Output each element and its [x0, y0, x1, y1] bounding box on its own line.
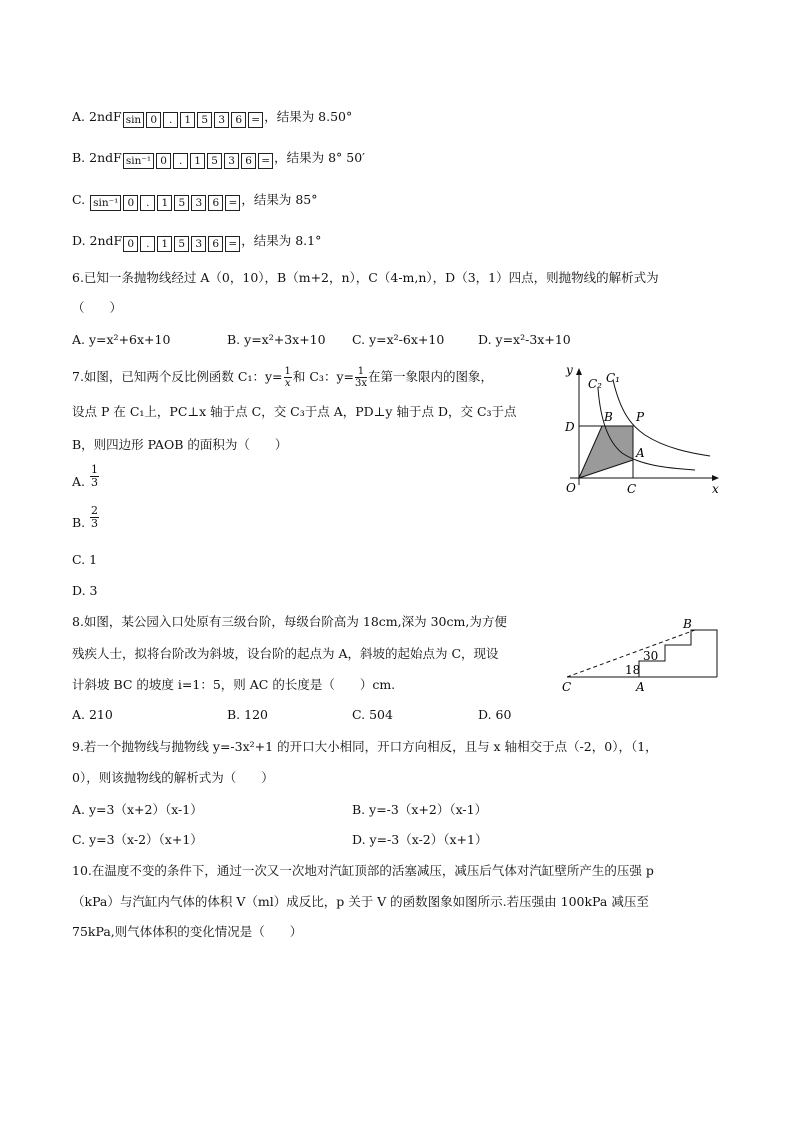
q8-stem-line2: 残疾人士，拟将台阶改为斜坡，设台阶的起点为 A，斜坡的起始点为 C，现设 [72, 646, 499, 661]
q5-option-b: B. 2ndF sin⁻¹ 0 . 1 5 3 6 = ，结果为 8° 50′ [72, 150, 366, 167]
calculator-key: = [225, 236, 240, 252]
q5-option-d: D. 2ndF 0 . 1 5 3 6 = ，结果为 8.1° [72, 233, 322, 250]
q5-a-keys [122, 109, 265, 124]
q5-option-c: C. sin⁻¹ 0 . 1 5 3 6 = ，结果为 85° [72, 192, 318, 209]
q7-label-o: O [566, 481, 576, 495]
calculator-key: 0 [146, 112, 161, 128]
q10-stem-line2: （kPa）与汽缸内气体的体积 V（ml）成反比，p 关于 V 的函数图象如图所示.若压强由 100kPa 减压至 [72, 894, 649, 909]
calculator-key: 5 [174, 195, 189, 211]
q7-option-a-frac: $\frac{1}{3}$ [91, 463, 98, 489]
q8-stem-line1: 8.如图，某公园入口处原有三级台阶，每级台阶高为 18cm,深为 30cm,为方便 [72, 614, 507, 629]
calculator-key: 6 [241, 153, 256, 169]
q6-option-c: C. y=x²-6x+10 [352, 332, 445, 347]
q7-figure [550, 360, 730, 500]
q8-figure [555, 616, 725, 698]
q7-option-b-letter: B. [72, 515, 86, 530]
q5-a-prefix: 2ndF [89, 109, 122, 124]
q5-d-keys [122, 233, 241, 248]
q5-d-prefix: 2ndF [89, 233, 123, 248]
calculator-key: 1 [157, 236, 172, 252]
calculator-key: = [248, 112, 263, 128]
q7-option-a-letter: A. [72, 474, 86, 489]
q7-stem-line1: 7.如图，已知两个反比例函数 C₁：y= $\frac{1}{x}$ 和 C₃：y= $\frac{1}{3x}$ 在第一象限内的图象， [72, 366, 494, 389]
calculator-key: . [173, 153, 188, 169]
q7-frac-c3: $\frac{1}{3x}$ [354, 366, 367, 389]
q8-label-c: C [562, 680, 572, 694]
q7-stem-line3: B，则四边形 PAOB 的面积为（ ） [72, 437, 288, 452]
q7-frac-c1: $\frac{1}{x}$ [284, 366, 291, 389]
q9-stem-line2: 0），则该抛物线的解析式为（ ） [72, 770, 274, 785]
q5-option-a: A. 2ndF sin 0 . 1 5 3 6 = ，结果为 8.50° [72, 109, 353, 126]
q10-stem-line1: 10.在温度不变的条件下，通过一次又一次地对汽缸顶部的活塞减压，减压后气体对汽缸壁所产生的压强 p [72, 863, 654, 878]
calculator-key: . [163, 112, 178, 128]
q9-stem-line1: 9.若一个抛物线与抛物线 y=-3x²+1 的开口大小相同，开口方向相反，且与 x 轴相交于点（-2，0），（1， [72, 739, 658, 754]
q9-option-c: C. y=3（x-2）（x+1） [72, 832, 203, 847]
q7-label-x: x [712, 482, 719, 496]
q7-label-b: B [604, 410, 613, 424]
q8-label-depth: 30 [643, 649, 659, 663]
calculator-key: 6 [231, 112, 246, 128]
q7-label-y: y [566, 363, 573, 377]
calculator-key: 1 [190, 153, 205, 169]
calculator-key: 5 [174, 236, 189, 252]
q7-stem-line2: 设点 P 在 C₁上，PC⊥x 轴于点 C，交 C₃于点 A，PD⊥y 轴于点 D，交 C₃于点 [72, 404, 517, 419]
q7-option-c: C. 1 [72, 552, 98, 567]
calculator-key: 3 [191, 236, 206, 252]
q7-x-arrow [712, 475, 719, 481]
q8-option-b: B. 120 [227, 707, 268, 722]
q7-label-c2: C₂ [588, 377, 602, 391]
q7-label-c1: C₁ [606, 371, 620, 385]
q7-option-b-frac: $\frac{2}{3}$ [91, 504, 98, 530]
calculator-key: sin⁻¹ [123, 153, 154, 169]
q8-option-d: D. 60 [478, 707, 512, 722]
calculator-key: 5 [207, 153, 222, 169]
calculator-key: 0 [123, 195, 138, 211]
calculator-key: 3 [214, 112, 229, 128]
q7-shaded-quadrilateral [579, 426, 633, 478]
q9-option-d: D. y=-3（x-2）（x+1） [352, 832, 488, 847]
calculator-key: 0 [123, 236, 138, 252]
q8-option-c: C. 504 [352, 707, 393, 722]
q6-option-d: D. y=x²-3x+10 [478, 332, 571, 347]
q8-option-a: A. 210 [72, 707, 113, 722]
q7-label-p: P [636, 410, 645, 424]
q5-b-prefix: 2ndF [89, 150, 122, 165]
calculator-key: . [140, 195, 155, 211]
q6-option-b: B. y=x²+3x+10 [227, 332, 326, 347]
calculator-key: 3 [224, 153, 239, 169]
q5-c-keys [89, 192, 241, 207]
calculator-key: sin⁻¹ [90, 195, 121, 211]
q9-option-a: A. y=3（x+2）（x-1） [72, 802, 203, 817]
q6-option-a: A. y=x²+6x+10 [72, 332, 171, 347]
q10-stem-line3: 75kPa,则气体体积的变化情况是（ ） [72, 924, 303, 939]
q8-label-height: 18 [625, 663, 641, 677]
calculator-key: = [258, 153, 273, 169]
q7-label-c: C [627, 482, 637, 496]
q8-label-a: A [636, 680, 645, 694]
calculator-key: 6 [208, 195, 223, 211]
calculator-key: 6 [208, 236, 223, 252]
q7-label-a: A [636, 446, 645, 460]
calculator-key: sin [123, 112, 145, 128]
calculator-key: = [225, 195, 240, 211]
q7-label-d: D [565, 420, 575, 434]
calculator-key: 5 [197, 112, 212, 128]
q7-y-arrow [576, 368, 582, 375]
q8-label-b: B [683, 617, 692, 631]
calculator-key: 1 [157, 195, 172, 211]
q6-stem-line2: （ ） [72, 300, 123, 315]
q9-option-b: B. y=-3（x+2）（x-1） [352, 802, 488, 817]
q6-stem-line1: 6.已知一条抛物线经过 A（0，10），B（m+2，n），C（4-m,n），D（3，1）四点，则抛物线的解析式为 [72, 270, 659, 285]
q8-stem-line3: 计斜坡 BC 的坡度 i=1：5，则 AC 的长度是（ ）cm. [72, 677, 396, 692]
q7-option-d: D. 3 [72, 583, 98, 598]
calculator-key: 3 [191, 195, 206, 211]
calculator-key: 0 [156, 153, 171, 169]
calculator-key: . [140, 236, 155, 252]
calculator-key: 1 [180, 112, 195, 128]
q5-b-keys [122, 150, 274, 165]
